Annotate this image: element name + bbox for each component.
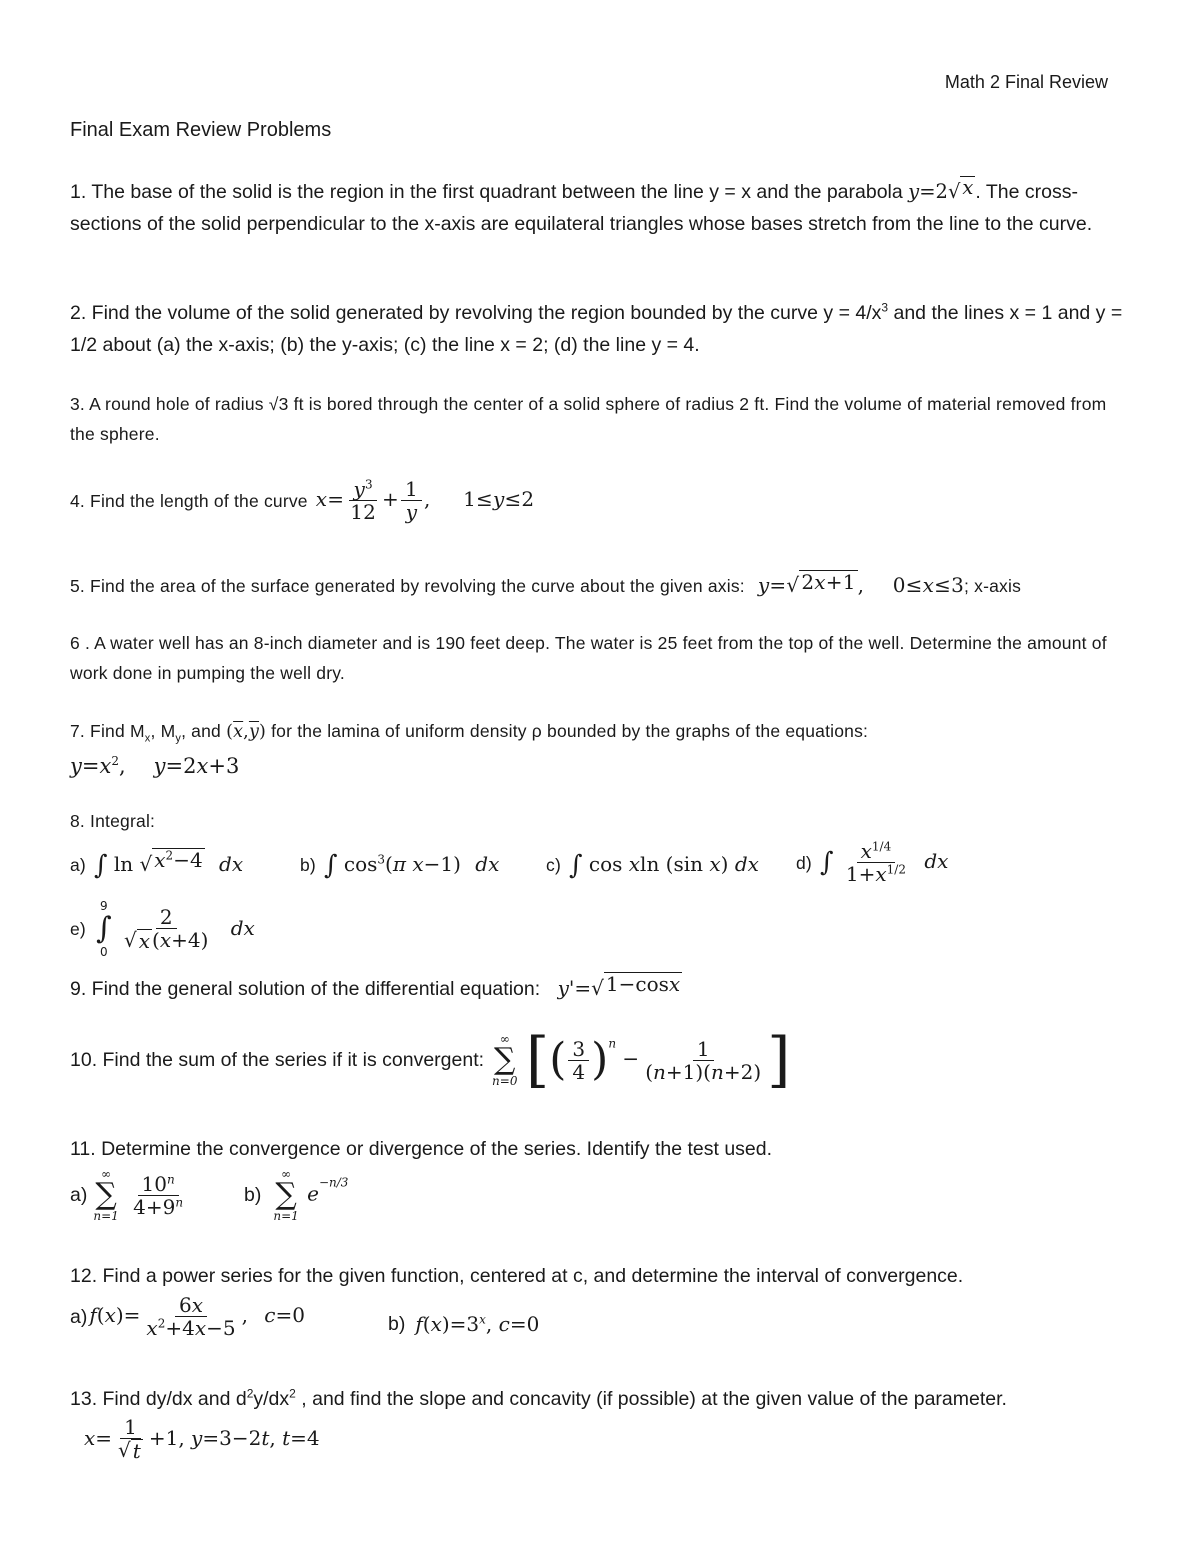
problem-6	[70, 628, 1130, 688]
problem-8-text: 8. Integral:	[70, 811, 156, 831]
problem-12	[70, 1260, 1130, 1292]
integral-e-expression: 9 ∫ 0 2 √ x (x+4) dx	[95, 899, 255, 959]
function-b-label: b)	[388, 1313, 406, 1335]
problem-11-text: 11. Determine the convergence or divergence of the series. Identify the test used.	[70, 1138, 773, 1160]
problem-7-text-b: , M	[150, 721, 176, 741]
problem-5-equation: y= √ 2x+1 , 0≤x≤3	[758, 573, 964, 597]
problem-10	[70, 1025, 1130, 1102]
problem-4-equation: x= $\frac{y^3}{12}$ + $\frac{1}{y}$ , 1≤y≤2	[315, 477, 535, 524]
integral-c: c) ∫ cos xln (sin x) dx	[546, 850, 759, 881]
problem-12-text: 12. Find a power series for the given function, centered at c, and determine the interval of convergence.	[70, 1265, 964, 1287]
integral-b-label: b)	[300, 854, 316, 875]
document-title: Final Exam Review Problems	[70, 119, 332, 141]
series-a: a) ∞ ∑ n=1 $\frac{10^n}{4+9^n}$	[70, 1167, 184, 1223]
integral-c-label: c)	[546, 854, 561, 875]
problem-13-equations: x= 1 √ t +1, y=3−2t, t=4	[84, 1415, 320, 1463]
function-b: b) $f(x)=3^x$, c=0	[388, 1308, 539, 1340]
integral-d-label: d)	[796, 852, 812, 873]
problem-13-text-b: y/dx	[253, 1388, 290, 1410]
problem-4-text: 4. Find the length of the curve	[70, 490, 308, 511]
problem-3-text: 3. A round hole of radius √3 ft is bored through the center of a solid sphere of radius 2 ft. Find the volume of material removed from the sphere.	[70, 394, 1107, 444]
problem-10-text: 10. Find the sum of the series if it is convergent:	[70, 1049, 485, 1071]
integral-e	[70, 900, 1130, 970]
series-b: b) ∞ ∑ n=1 $e^{-n/3}$	[244, 1167, 349, 1223]
problem-8-integrals-row	[70, 840, 1130, 896]
problem-10-series: ∞ ∑ n=0 [( $\frac{3}{4}$ )$^n$ − $\frac{1}{(n+1)(n+2)}$ ]	[492, 1025, 791, 1095]
problem-7-equations: $y=x^2$, y=2x+3	[70, 754, 240, 778]
function-a: a) f(x)= $\frac{6x}{x^2+4x-5}$ , c=0	[70, 1293, 305, 1340]
integral-b: b) ∫ $\cos^3(\pi$ x−1) dx	[300, 850, 500, 881]
integral-e-label: e)	[70, 919, 86, 939]
problem-1: 1. The base of the solid is the region in the first quadrant between the line y = x and the parabola y=2 √ x . The cross-sections of the solid perpendicular to the x-axis are equilateral triangles whose bases stretch from the line to the curve.	[70, 176, 1093, 235]
problem-2-text-b: and the lines x = 1 and y = 1/2 about (a) the x-axis; (b) the y-axis; (c) the line x = 2; (d) the line y = 4.	[70, 302, 1123, 356]
problem-11-series-row	[70, 1168, 1130, 1232]
problem-7-text-a: 7. Find M	[70, 721, 145, 741]
problem-2: 2. Find the volume of the solid generated by revolving the region bounded by the curve $y = 4/x^3$ and the lines x = 1 and y = 1/2 about (a) the x-axis; (b) the y-axis; (c) the line x = 2; (d) the line y = 4.	[70, 300, 1123, 356]
integral-a: a) ∫ ln √ $x^2-4$ dx	[70, 848, 244, 881]
problem-7: 7. Find $M_x$, $M_y$, and $(\overline{x},\overline{y})$ for the lamina of uniform density ρ bounded by the graphs of the equations:	[70, 721, 869, 745]
page-header: Math 2 Final Review	[944, 72, 1108, 92]
series-b-label: b)	[244, 1184, 262, 1206]
problem-12-functions-row	[70, 1294, 1130, 1354]
centroid-symbol: $(\overline{x},\overline{y})$	[226, 722, 267, 742]
problem-5-text: 5. Find the area of the surface generated by revolving the curve about the given axis:	[70, 576, 745, 596]
problem-13: 13. Find dy/dx and $d^2y/dx^2$ , and find the slope and concavity (if possible) at the given value of the parameter.	[70, 1386, 1007, 1410]
problem-1-parabola-equation: y	[908, 180, 920, 203]
sqrt-x: √ x	[948, 176, 975, 208]
problem-5-tail: ; x-axis	[964, 576, 1022, 596]
problem-3	[70, 389, 1130, 449]
function-a-label: a)	[70, 1305, 88, 1328]
problem-9	[70, 972, 1130, 1005]
integral-a-label: a)	[70, 854, 86, 875]
problem-4	[70, 478, 1130, 523]
integral-d: d) ∫ $\frac{x^{1/4}}{1+x^{1/2}}$ dx	[796, 839, 949, 886]
problem-13-text-a: 13. Find dy/dx and d	[70, 1388, 247, 1410]
series-a-label: a)	[70, 1184, 88, 1206]
problem-8	[70, 806, 1130, 836]
problem-1-text-a: 1. The base of the solid is the region in the first quadrant between the line y = x and the parabola	[70, 181, 903, 203]
problem-13-text-c: , and find the slope and concavity (if possible) at the given value of the parameter.	[295, 1388, 1007, 1410]
problem-9-text: 9. Find the general solution of the differential equation:	[70, 978, 541, 1000]
problem-2-text-a: 2. Find the volume of the solid generated by revolving the region bounded by the curve y = 4/x	[70, 302, 882, 324]
problem-9-equation: y'= √ 1−cosx	[558, 976, 683, 1000]
problem-7-text-d: for the lamina of uniform density ρ bounded by the graphs of the equations:	[271, 721, 869, 741]
problem-1-text-b: . The cross-sections of the solid perpendicular to the x-axis are equilateral triangles whose bases stretch from the line to the curve.	[70, 181, 1093, 235]
problem-6-text: 6 . A water well has an 8-inch diameter and is 190 feet deep. The water is 25 feet from the top of the well. Determine the amount of work done in pumping the well dry.	[70, 633, 1107, 683]
problem-11	[70, 1133, 1130, 1165]
problem-7-text-c: , and	[181, 721, 221, 741]
problem-5	[70, 570, 1130, 601]
